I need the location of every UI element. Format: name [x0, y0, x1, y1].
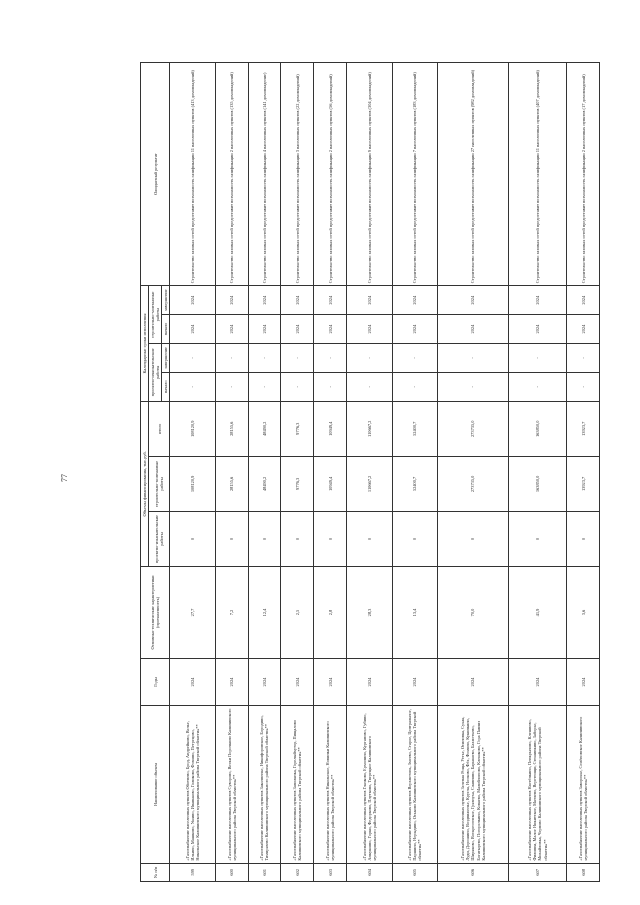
- cell-char: 3,6: [567, 567, 600, 659]
- table-row: [567, 63, 600, 882]
- cell-char: 28,3: [347, 567, 393, 659]
- cell-years: 2024: [508, 658, 566, 705]
- cell-fin-design: 0: [170, 511, 216, 566]
- header-build-end: завершение: [162, 286, 170, 315]
- cell-d-end: -: [281, 343, 314, 372]
- cell-d-start: -: [392, 372, 438, 401]
- cell-d-start: -: [508, 372, 566, 401]
- cell-num: 601: [248, 863, 281, 881]
- cell-years: 2024: [215, 658, 248, 705]
- cell-years: 2024: [281, 658, 314, 705]
- header-num: № п/п: [141, 863, 170, 881]
- cell-b-end: 2024: [215, 286, 248, 315]
- cell-name: «Газоснабжение населенных пунктов Суворово, Вески Порочкино Калининского муниципального района Тверской области»**: [215, 706, 248, 863]
- cell-fin-design: 0: [314, 511, 347, 566]
- cell-num: 604: [347, 863, 393, 881]
- cell-fin-total: 28155,6: [215, 401, 248, 456]
- cell-b-end: 2024: [281, 286, 314, 315]
- cell-name: «Газоснабжение населенных пунктов Верхнетопь, Змеево, Старое, Центральное, Паршино, Нерыдино, Оськово Калининского муниципального района Тверской области»**: [392, 706, 438, 863]
- cell-years: 2024: [248, 658, 281, 705]
- cell-fin-design: 0: [438, 511, 509, 566]
- cell-fin-build: 52400,7: [392, 456, 438, 511]
- cell-result: Строительство газовых сетей предоставит возможность газификации 4 населенных пунктов (141 домовладение): [248, 63, 281, 286]
- cell-d-end: -: [248, 343, 281, 372]
- cell-d-end: -: [567, 343, 600, 372]
- header-design-start: начало: [162, 372, 170, 401]
- cell-years: 2024: [438, 658, 509, 705]
- cell-d-end: -: [392, 343, 438, 372]
- cell-fin-design: 0: [248, 511, 281, 566]
- cell-char: 12,4: [248, 567, 281, 659]
- cell-d-start: -: [170, 372, 216, 401]
- table-row: [438, 63, 509, 882]
- header-build-start: начало: [162, 315, 170, 344]
- cell-fin-build: 13923,7: [567, 456, 600, 511]
- cell-num: 599: [170, 863, 216, 881]
- header-name: Наименование объекта: [141, 706, 170, 863]
- cell-d-start: -: [347, 372, 393, 401]
- header-years: Годы: [141, 658, 170, 705]
- cell-result: Строительство газовых сетей предоставит возможность газификации 2 населенных пунктов (56 домовладений): [314, 63, 347, 286]
- cell-d-end: -: [314, 343, 347, 372]
- cell-b-start: 2024: [314, 315, 347, 344]
- header-implementation: Календарные сроки исполнения: [141, 286, 149, 401]
- cell-fin-build: 9776,3: [281, 456, 314, 511]
- cell-name: «Газоснабжение населенных пунктов Зеленая Роща, Устье, Осиновка, Сухая, Луди, Дорошино, Воздвиженье, Кругла, Носково, Фёх, Фомино, Кукинкино, Ширяково, Воскресенское, Грязнуха, Славнино, Барышево, Бахметьево, Богатырево, Погорелкино, Коваево, Малиблопово, Клешково, Гора Павлиз Калининского муниципального района Тверской области»**: [438, 706, 509, 863]
- cell-b-end: 2024: [347, 286, 393, 315]
- cell-char: 7,2: [215, 567, 248, 659]
- cell-d-start: -: [438, 372, 509, 401]
- cell-b-start: 2024: [281, 315, 314, 344]
- cell-num: 600: [215, 863, 248, 881]
- cell-b-start: 2024: [170, 315, 216, 344]
- cell-char: 13,4: [392, 567, 438, 659]
- header-fin-design: проектно-изыскательские работы: [149, 511, 170, 566]
- cell-years: 2024: [347, 658, 393, 705]
- cell-num: 602: [281, 863, 314, 881]
- document-table-rotated: [140, 62, 600, 882]
- cell-years: 2024: [392, 658, 438, 705]
- cell-fin-build: 28155,6: [215, 456, 248, 511]
- cell-name: «Газоснабжение населенных пунктов Глазково, Ермолино, Курганово, Губино, Анкушино, Горки, Федорково, Плутково, Тверецкое Калининского муниципального района Тверской области»**: [347, 706, 393, 863]
- cell-char: 70,0: [438, 567, 509, 659]
- cell-fin-total: 10949,4: [314, 401, 347, 456]
- cell-b-end: 2024: [248, 286, 281, 315]
- cell-fin-total: 110667,2: [347, 401, 393, 456]
- cell-b-start: 2024: [567, 315, 600, 344]
- table-row: [347, 63, 393, 882]
- table-row: [281, 63, 314, 882]
- cell-years: 2024: [567, 658, 600, 705]
- cell-b-start: 2024: [215, 315, 248, 344]
- cell-name: «Газоснабжение населенных пунктов Оботнево, Брод, Андрейково, Велье, Ильино, Машково, Ушино, Иваньково, Голиково, Фомино, Петрецово, Никольское Калининского муниципального района Тверской области»**: [170, 706, 216, 863]
- cell-num: 608: [567, 863, 600, 881]
- cell-d-start: -: [567, 372, 600, 401]
- cell-d-start: -: [248, 372, 281, 401]
- cell-b-end: 2024: [567, 286, 600, 315]
- cell-d-end: -: [215, 343, 248, 372]
- cell-fin-build: 273735,0: [438, 456, 509, 511]
- cell-b-end: 2024: [314, 286, 347, 315]
- cell-result: Строительство газовых сетей предоставит возможность газификации 27 населенных пунктов (982 домовладений): [438, 63, 509, 286]
- cell-char: 2,8: [314, 567, 347, 659]
- cell-fin-build: 108120,9: [170, 456, 216, 511]
- table-row: [508, 63, 566, 882]
- header-impl-build: строительно-монтажные работы: [149, 286, 162, 344]
- cell-result: Строительство газовых сетей предоставит возможность газификации 2 населенных пунктов (135 домовладений): [215, 63, 248, 286]
- cell-b-start: 2024: [392, 315, 438, 344]
- table-row: [248, 63, 281, 882]
- cell-fin-design: 0: [215, 511, 248, 566]
- header-design-end: завершение: [162, 343, 170, 372]
- cell-result: Строительство газовых сетей предоставит возможность газификации 11 населенных пунктов (413 домовладений): [170, 63, 216, 286]
- cell-name: «Газоснабжение населенных пунктов Никольское, Новинки Калининского муниципального района Тверской области»**: [314, 706, 347, 863]
- cell-name: «Газоснабжение населенных пунктов Заворохье, Семёновское Калининского муниципального района Тверской области»**: [567, 706, 600, 863]
- header-result: Ожидаемый результат: [141, 63, 170, 286]
- cell-fin-total: 108120,9: [170, 401, 216, 456]
- header-fin-build: строительно-монтажные работы: [149, 456, 170, 511]
- cell-fin-build: 48490,2: [248, 456, 281, 511]
- cell-fin-build: 10949,4: [314, 456, 347, 511]
- cell-b-end: 2024: [170, 286, 216, 315]
- cell-fin-total: 163850,0: [508, 401, 566, 456]
- cell-num: 607: [508, 863, 566, 881]
- cell-d-end: -: [347, 343, 393, 372]
- cell-fin-design: 0: [281, 511, 314, 566]
- cell-num: 605: [392, 863, 438, 881]
- table-row: [392, 63, 438, 882]
- cell-char: 41,9: [508, 567, 566, 659]
- cell-fin-total: 48490,2: [248, 401, 281, 456]
- cell-b-start: 2024: [347, 315, 393, 344]
- cell-name: «Газоснабжение населенных пунктов Настёнкино, Пенкрылово, Клешнево, Филиппа, Малое Никитское, Мятлево, Веретеищи, Стешинкино, Заборье, Михайловка, Черново Калининского муниципального района Тверской области»**: [508, 706, 566, 863]
- header-financing: Объемы финансирования, тыс.руб.: [141, 401, 149, 566]
- cell-result: Строительство газовых сетей предоставит возможность газификации 9 населенных пунктов (304 домовладений): [347, 63, 393, 286]
- page-number: 77: [60, 474, 69, 482]
- cell-fin-total: 9776,3: [281, 401, 314, 456]
- cell-years: 2024: [170, 658, 216, 705]
- header-characteristics: Основные технические характеристики (протяженность): [141, 567, 170, 659]
- cell-result: Строительство газовых сетей предоставит возможность газификации 3 населенных пунктов (22 домовладений): [281, 63, 314, 286]
- header-impl-design: проектно-изыскательские работы: [149, 343, 162, 401]
- objects-table: [140, 62, 600, 882]
- cell-d-start: -: [314, 372, 347, 401]
- table-row: [215, 63, 248, 882]
- cell-char: 27,7: [170, 567, 216, 659]
- cell-years: 2024: [314, 658, 347, 705]
- cell-fin-design: 0: [508, 511, 566, 566]
- cell-b-end: 2024: [392, 286, 438, 315]
- cell-fin-design: 0: [567, 511, 600, 566]
- cell-num: 603: [314, 863, 347, 881]
- cell-b-start: 2024: [508, 315, 566, 344]
- cell-fin-total: 13923,7: [567, 401, 600, 456]
- cell-result: Строительство газовых сетей предоставит возможность газификации 11 населенных пунктов (407 домовладений): [508, 63, 566, 286]
- table-row: [170, 63, 216, 882]
- cell-name: «Газоснабжение населенных пунктов Заколпенье, Никифоровское, Бородино, Тимирязево Калининского муниципального района Тверской области»**: [248, 706, 281, 863]
- cell-d-end: -: [438, 343, 509, 372]
- cell-fin-total: 52400,7: [392, 401, 438, 456]
- cell-b-end: 2024: [508, 286, 566, 315]
- cell-result: Строительство газовых сетей предоставит возможность газификации 7 населенных пунктов (183 домовладений): [392, 63, 438, 286]
- cell-name: «Газоснабжение населенных пунктов Заполянка, Горелыйхутор, Пищалово Калининского муниципального района Тверской области»**: [281, 706, 314, 863]
- header-fin-total: итого: [149, 401, 170, 456]
- cell-fin-design: 0: [347, 511, 393, 566]
- cell-num: 606: [438, 863, 509, 881]
- cell-d-end: -: [170, 343, 216, 372]
- cell-fin-total: 273735,0: [438, 401, 509, 456]
- cell-b-start: 2024: [438, 315, 509, 344]
- cell-d-end: -: [508, 343, 566, 372]
- cell-fin-build: 110667,2: [347, 456, 393, 511]
- cell-d-start: -: [281, 372, 314, 401]
- cell-b-start: 2024: [248, 315, 281, 344]
- cell-d-start: -: [215, 372, 248, 401]
- cell-result: Строительство газовых сетей предоставит возможность газификации 2 населенных пунктов (17 домовладений): [567, 63, 600, 286]
- cell-fin-design: 0: [392, 511, 438, 566]
- table-row: [314, 63, 347, 882]
- cell-char: 2,5: [281, 567, 314, 659]
- cell-b-end: 2024: [438, 286, 509, 315]
- cell-fin-build: 163850,0: [508, 456, 566, 511]
